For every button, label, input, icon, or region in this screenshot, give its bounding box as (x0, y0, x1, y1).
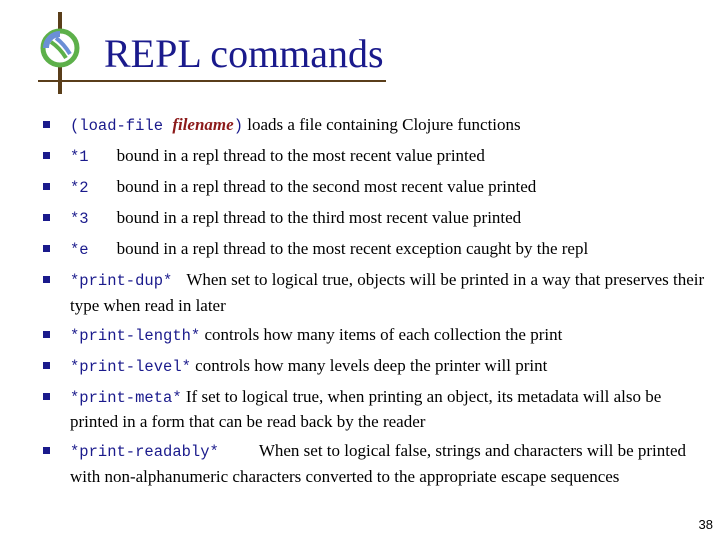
command-description: bound in a repl thread to the most recent exception caught by the repl (116, 239, 589, 258)
list-item (40, 237, 712, 263)
list-item (40, 439, 712, 488)
command-code: (load-file (70, 117, 173, 135)
command-description: bound in a repl thread to the second most recent value printed (116, 177, 537, 196)
bullet-icon (43, 121, 50, 128)
command-description: controls how many items of each collection the print (200, 324, 563, 344)
bullet-icon (43, 214, 50, 221)
list-item (40, 385, 712, 434)
list-item (40, 144, 712, 170)
list-item (40, 354, 712, 380)
command-argument: filename (172, 115, 234, 134)
command-code: *print-length* (70, 326, 201, 345)
command-code-close: ) (233, 117, 244, 135)
list-item (40, 113, 712, 139)
command-code: *print-level* (70, 357, 191, 376)
bullet-icon (43, 152, 50, 159)
command-list (40, 113, 712, 494)
command-description: loads a file containing Clojure functions (243, 115, 521, 134)
command-code: *1 (70, 148, 89, 166)
list-item (40, 175, 712, 201)
title-rule (38, 80, 386, 82)
command-code: *3 (70, 210, 89, 228)
list-item (40, 268, 712, 317)
bullet-icon (43, 393, 50, 400)
slide-title: REPL commands (104, 31, 384, 76)
command-code: *e (70, 241, 89, 259)
command-code: *print-readably* (70, 443, 219, 461)
bullet-icon (43, 362, 50, 369)
command-description: bound in a repl thread to the most recent value printed (116, 146, 485, 165)
bullet-icon (43, 447, 50, 454)
list-item (40, 206, 712, 232)
bullet-icon (43, 245, 50, 252)
command-description: When set to logical false, strings and characters will be printed with non-alphanumeric characters converted to the appropriate escape sequences (70, 441, 687, 486)
bullet-icon (43, 183, 50, 190)
command-description: When set to logical true, objects will be printed in a way that preserves their type when read in later (70, 270, 705, 315)
bullet-icon (43, 276, 50, 283)
command-code: *print-dup* (70, 272, 173, 290)
list-item (40, 323, 712, 349)
command-description: bound in a repl thread to the third most recent value printed (116, 208, 522, 227)
command-description: controls how many levels deep the printer will print (190, 355, 548, 375)
command-code: *2 (70, 179, 89, 197)
bullet-icon (43, 331, 50, 338)
command-description: If set to logical true, when printing an object, its metadata will also be printed in a form that can be read back by the reader (70, 386, 662, 431)
command-code: *print-meta* (70, 388, 182, 407)
page-number: 38 (698, 517, 713, 532)
